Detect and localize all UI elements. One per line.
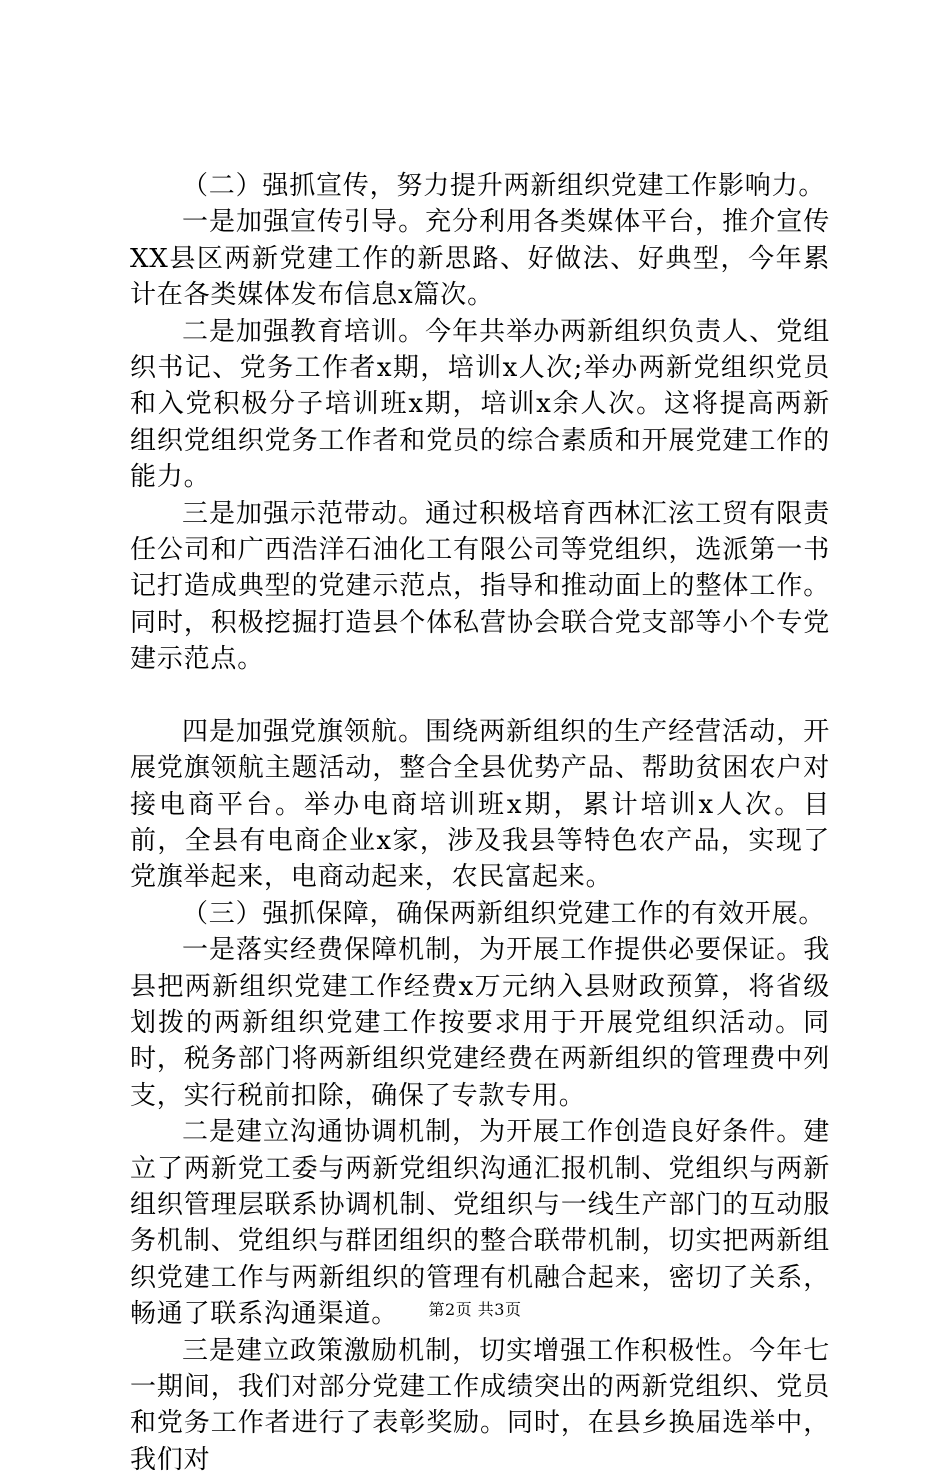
paragraph-funding-mechanism: 一是落实经费保障机制，为开展工作提供必要保证。我县把两新组织党建工作经费x万元纳入县财政预算，将省级划拨的两新组织党建工作按要求用于开展党组织活动。同时，税务部门将两新组织党建经费在两新组织的管理费中列支，实行税前扣除，确保了专款专用。 (130, 935, 830, 1111)
paragraph-communication-mechanism: 二是建立沟通协调机制，为开展工作创造良好条件。建立了两新党工委与两新党组织沟通汇报机制、党组织与两新组织管理层联系协调机制、党组织与一线生产部门的互动服务机制、党组织与群团组织的整合联带机制，切实把两新组织党建工作与两新组织的管理有机融合起来，密切了关系，畅通了联系沟通渠道。 (130, 1117, 830, 1330)
paragraph-education-training: 二是加强教育培训。今年共举办两新组织负责人、党组织书记、党务工作者x期，培训x人次;举办两新党组织党员和入党积极分子培训班x期，培训x余人次。这将提高两新组织党组织党务工作者和党员的综合素质和开展党建工作的能力。 (130, 316, 830, 493)
paragraph-demonstration: 三是加强示范带动。通过积极培育西林汇泫工贸有限责任公司和广西浩洋石油化工有限公司等党组织，选派第一书记打造成典型的党建示范点，指导和推动面上的整体工作。同时，积极挖掘打造县个体私营协会联合党支部等小个专党建示范点。 (130, 498, 830, 675)
section-heading-publicity: （二）强抓宣传，努力提升两新组织党建工作影响力。 (182, 171, 826, 201)
page-number-footer: 第2页 共3页 (428, 1300, 522, 1319)
document-body (130, 168, 830, 1478)
section-heading-guarantee: （三）强抓保障，确保两新组织党建工作的有效开展。 (182, 898, 826, 929)
paragraph-party-flag: 四是加强党旗领航。围绕两新组织的生产经营活动，开展党旗领航主题活动，整合全县优势产品、帮助贫困农户对接电商平台。举办电商培训班x期，累计培训x人次。目前，全县有电商企业x家，涉及我县等特色农产品，实现了党旗举起来，电商动起来，农民富起来。 (130, 716, 830, 893)
paragraph-publicity-guidance: 一是加强宣传引导。充分利用各类媒体平台，推介宣传XX县区两新党建工作的新思路、好做法、好典型，今年累计在各类媒体发布信息x篇次。 (130, 207, 830, 311)
paragraph-incentive-mechanism: 三是建立政策激励机制，切实增强工作积极性。今年七一期间，我们对部分党建工作成绩突出的两新党组织、党员和党务工作者进行了表彰奖励。同时，在县乡换届选举中，我们对 (130, 1335, 830, 1475)
